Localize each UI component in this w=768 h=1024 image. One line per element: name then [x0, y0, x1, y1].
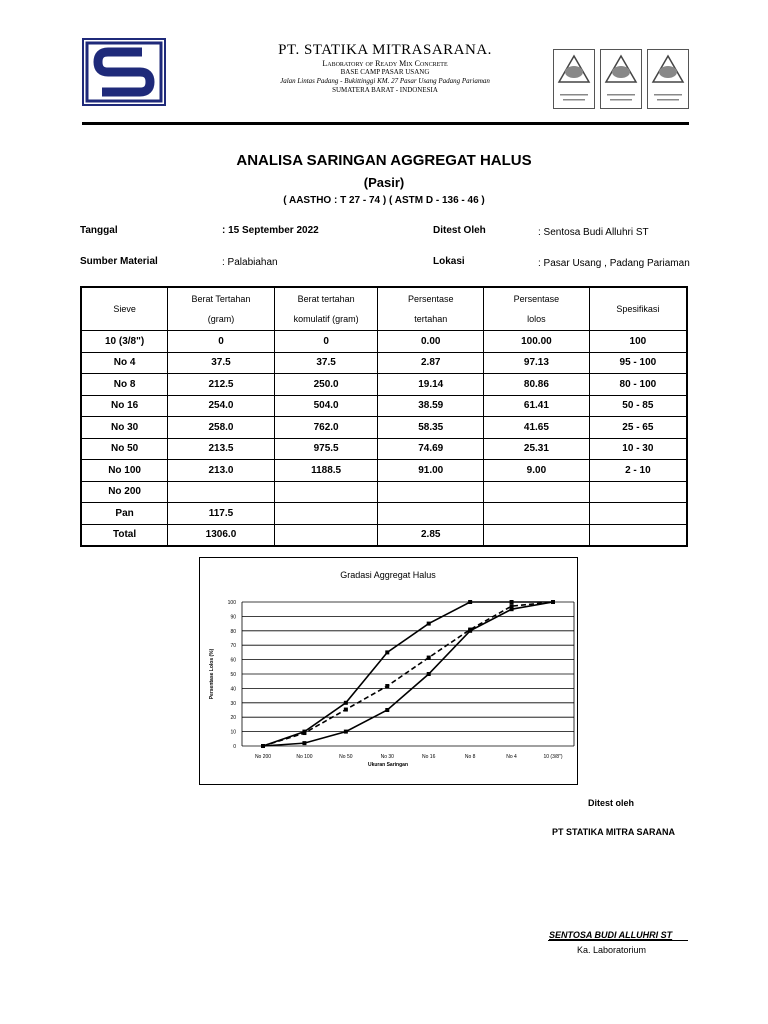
company-address: Jalan Lintas Padang - Bukittinggi KM. 27 Pasar Usang Padang Pariaman: [280, 77, 490, 85]
data-point: [302, 741, 306, 745]
table-row: [81, 503, 687, 525]
ditest-oleh-label: Ditest oleh: [588, 798, 635, 808]
signature-line: [548, 940, 688, 941]
data-point: [344, 730, 348, 734]
cell-sieve: No 100: [81, 460, 168, 482]
cell-berat-tertahan: 212.5: [168, 374, 275, 396]
cell-berat-tertahan: 117.5: [168, 503, 275, 525]
y-tick-label: 50: [230, 672, 236, 678]
cell-persen-lolos: 41.65: [484, 417, 590, 439]
cell-berat-tertahan: 213.0: [168, 460, 275, 482]
cell-persen-tertahan: 58.35: [378, 417, 484, 439]
iso-certificate-badge: [553, 49, 595, 109]
table-row: [81, 395, 687, 417]
data-point: [302, 731, 306, 735]
y-tick-label: 30: [230, 700, 236, 707]
cell-berat-komulatif: 1188.5: [274, 460, 378, 482]
data-point: [385, 708, 389, 712]
document-title: ANALISA SARINGAN AGGREGAT HALUS: [236, 152, 532, 169]
sumber-value: : Palabiahan: [222, 257, 278, 268]
data-point: [427, 656, 431, 660]
company-line-2: BASE CAMP PASAR USANG: [340, 68, 430, 76]
header-persentase-tertahan: Persentase tertahan: [378, 287, 484, 331]
lokasi-value: : Pasar Usang , Padang Pariaman: [538, 258, 690, 269]
data-point: [468, 629, 472, 633]
cell-berat-tertahan: 254.0: [168, 395, 275, 417]
cell-persen-lolos: [484, 481, 590, 503]
data-point: [344, 701, 348, 705]
company-header: [200, 42, 570, 95]
y-tick-label: 60: [230, 657, 236, 664]
data-point: [427, 622, 431, 626]
table-row: [81, 438, 687, 460]
cell-spesifikasi: [589, 481, 687, 503]
cell-berat-tertahan: 258.0: [168, 417, 275, 439]
cell-berat-tertahan: [168, 481, 275, 503]
cell-sieve: Pan: [81, 503, 168, 525]
cell-spesifikasi: [589, 524, 687, 546]
data-point: [427, 672, 431, 676]
cell-spesifikasi: [589, 503, 687, 525]
ditest-label: Ditest Oleh: [433, 225, 486, 236]
cell-spesifikasi: 2 - 10: [589, 460, 687, 482]
data-point: [510, 600, 514, 604]
x-tick-label: No 16: [422, 754, 436, 760]
company-name: PT. STATIKA MITRASARANA.: [278, 42, 492, 58]
cell-berat-komulatif: 504.0: [274, 395, 378, 417]
chart-title: Gradasi Aggregat Halus: [340, 570, 436, 580]
cell-sieve: No 4: [81, 352, 168, 374]
cell-persen-tertahan: 38.59: [378, 395, 484, 417]
data-point: [261, 744, 265, 748]
cell-persen-lolos: [484, 503, 590, 525]
x-tick-label: No 30: [380, 754, 394, 760]
cell-persen-tertahan: 2.87: [378, 352, 484, 374]
iso-certificate-badge: [647, 49, 689, 109]
cell-berat-komulatif: [274, 481, 378, 503]
gradation-chart-svg: [200, 558, 577, 784]
cell-persen-tertahan: 19.14: [378, 374, 484, 396]
y-tick-label: 70: [230, 643, 236, 650]
y-tick-label: 90: [230, 614, 236, 621]
signature-role: Ka. Laboratorium: [577, 945, 647, 955]
header-spesifikasi: Spesifikasi: [589, 287, 687, 331]
cell-persen-lolos: [484, 524, 590, 546]
sumber-label: Sumber Material: [80, 256, 158, 267]
x-axis-label: Ukuran Saringan: [367, 762, 409, 768]
cell-berat-komulatif: 975.5: [274, 438, 378, 460]
cell-spesifikasi: 25 - 65: [589, 417, 687, 439]
cell-sieve: Total: [81, 524, 168, 546]
cell-sieve: No 200: [81, 481, 168, 503]
table-row: [81, 374, 687, 396]
cell-berat-tertahan: 213.5: [168, 438, 275, 460]
document-subtitle: (Pasir): [363, 175, 405, 190]
sieve-analysis-table: [80, 286, 688, 547]
header-divider: [82, 122, 689, 125]
cell-persen-tertahan: 2.85: [378, 524, 484, 546]
header-persentase-lolos: Persentase lolos: [484, 287, 590, 331]
cell-berat-tertahan: 0: [168, 331, 275, 353]
cell-sieve: No 30: [81, 417, 168, 439]
data-point: [385, 684, 389, 688]
signature-company: PT STATIKA MITRA SARANA: [552, 827, 675, 837]
cell-spesifikasi: 80 - 100: [589, 374, 687, 396]
cell-berat-komulatif: [274, 503, 378, 525]
ditest-value: : Sentosa Budi Alluhri ST: [538, 227, 649, 238]
data-point: [551, 600, 555, 604]
tanggal-value: : 15 September 2022: [222, 225, 319, 236]
cell-berat-komulatif: 762.0: [274, 417, 378, 439]
cell-persen-lolos: 100.00: [484, 331, 590, 353]
cell-persen-tertahan: [378, 481, 484, 503]
cell-spesifikasi: 95 - 100: [589, 352, 687, 374]
cell-persen-tertahan: [378, 503, 484, 525]
table-row: [81, 352, 687, 374]
document-standard: ( AASTHO : T 27 - 74 ) ( ASTM D - 136 - 46 ): [283, 195, 485, 206]
x-tick-label: No 200: [254, 754, 272, 760]
cell-persen-lolos: 9.00: [484, 460, 590, 482]
x-tick-label: No 50: [339, 754, 353, 760]
cell-spesifikasi: 50 - 85: [589, 395, 687, 417]
cell-berat-komulatif: 0: [274, 331, 378, 353]
table-row: [81, 331, 687, 353]
y-tick-label: 80: [230, 628, 236, 635]
tanggal-label: Tanggal: [80, 225, 118, 236]
cell-persen-lolos: 80.86: [484, 374, 590, 396]
gradation-chart: [199, 557, 578, 785]
data-point: [510, 607, 514, 611]
y-axis-label: Persentase Lolos (%): [209, 648, 215, 700]
cell-sieve: 10 (3/8"): [81, 331, 168, 353]
header-sieve: Sieve: [81, 287, 168, 331]
data-point: [385, 650, 389, 654]
x-tick-label: 10 (3/8"): [543, 754, 563, 760]
iso-certificate-badge: [600, 49, 642, 109]
x-tick-label: No 8: [464, 754, 476, 760]
cell-persen-lolos: 61.41: [484, 395, 590, 417]
table-row: [81, 417, 687, 439]
y-tick-label: 20: [230, 715, 236, 722]
lokasi-label: Lokasi: [433, 256, 465, 267]
cell-sieve: No 50: [81, 438, 168, 460]
table-row: [81, 460, 687, 482]
company-region: SUMATERA BARAT - INDONESIA: [332, 86, 438, 94]
y-tick-label: 0: [233, 744, 236, 750]
data-point: [468, 600, 472, 604]
signature-name: SENTOSA BUDI ALLUHRI ST: [549, 930, 673, 940]
cell-sieve: No 16: [81, 395, 168, 417]
cell-sieve: No 8: [81, 374, 168, 396]
certification-badges: [553, 49, 689, 111]
cell-persen-tertahan: 74.69: [378, 438, 484, 460]
cell-spesifikasi: 100: [589, 331, 687, 353]
company-line-1: Laboratory of Ready Mix Concrete: [322, 59, 448, 68]
cell-persen-tertahan: 91.00: [378, 460, 484, 482]
cell-berat-komulatif: 250.0: [274, 374, 378, 396]
cell-spesifikasi: 10 - 30: [589, 438, 687, 460]
cell-berat-tertahan: 1306.0: [168, 524, 275, 546]
y-tick-label: 40: [230, 686, 236, 693]
y-tick-label: 100: [227, 600, 236, 606]
x-tick-label: No 4: [506, 754, 517, 760]
y-tick-label: 10: [230, 729, 236, 736]
table-header-row: [81, 287, 687, 331]
header-berat-tertahan: Berat Tertahan (gram): [168, 287, 275, 331]
company-logo: [82, 38, 166, 106]
x-tick-label: No 100: [296, 754, 313, 760]
cell-berat-komulatif: [274, 524, 378, 546]
cell-berat-komulatif: 37.5: [274, 352, 378, 374]
header-berat-komulatif: Berat tertahan komulatif (gram): [274, 287, 378, 331]
cell-persen-tertahan: 0.00: [378, 331, 484, 353]
table-row: [81, 524, 687, 546]
table-row: [81, 481, 687, 503]
cell-persen-lolos: 97.13: [484, 352, 590, 374]
data-point: [344, 708, 348, 712]
cell-persen-lolos: 25.31: [484, 438, 590, 460]
cell-berat-tertahan: 37.5: [168, 352, 275, 374]
